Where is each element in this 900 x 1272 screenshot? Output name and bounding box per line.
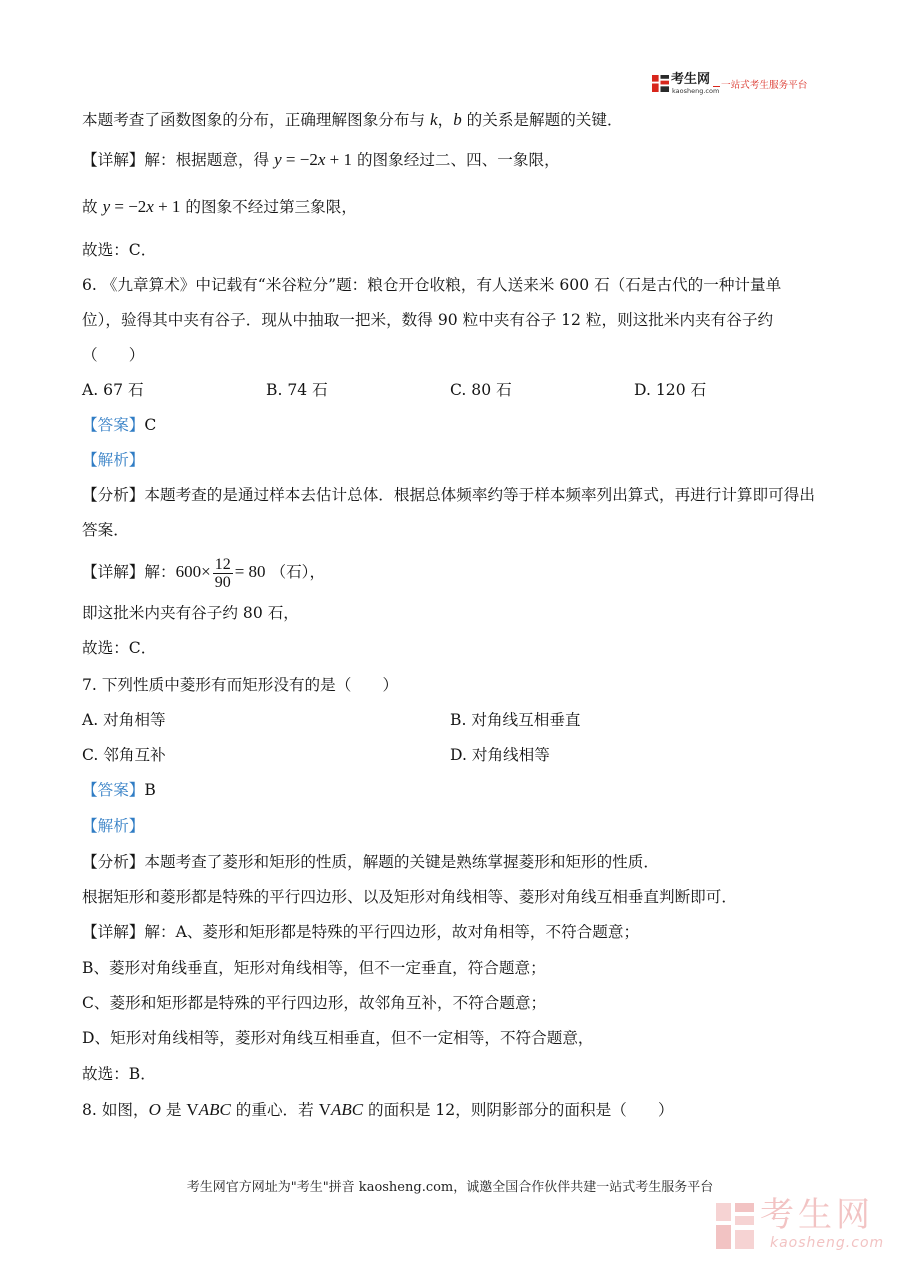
q6-choice-line: 故选：C． (82, 639, 157, 657)
page-footer: 考生网官方网址为"考生"拼音 kaosheng.com，诚邀全国合作伙伴共建一站式考生服务平台 (186, 1180, 714, 1195)
var-k: k (430, 110, 438, 129)
kaosheng-logo-icon (652, 75, 669, 92)
q7-detail-line-b: B、菱形对角线垂直，矩形对角线相等，但不一定垂直，符合题意； (82, 959, 546, 977)
fenxi-tag: 【分析】 (82, 853, 145, 871)
q6-stem-line-2: 位），验得其中夹有谷子．现从中抽取一把米，数得 90 粒中夹有谷子 12 粒，则这批米内夹有谷子约 (82, 311, 774, 329)
logo-domain: kaosheng.com (672, 87, 720, 95)
fenxi-text: 本题考查了菱形和矩形的性质，解题的关键是熟练掌握菱形和矩形的性质． (144, 853, 659, 871)
q7-fenxi-line-2: 根据矩形和菱形都是特殊的平行四边形、以及矩形对角线相等、菱形对角线互相垂直判断即可． (82, 888, 737, 906)
summary-text-end: 的关系是解题的关键． (461, 111, 623, 129)
q7-detail-line-c: C、菱形和矩形都是特殊的平行四边形，故邻角互补，不符合题意； (82, 994, 547, 1012)
q7-stem-line: 7. 下列性质中菱形有而矩形没有的是（ ） (82, 676, 399, 694)
q6-stem-line-1: 6. 《九章算术》中记载有“米谷粒分”题：粮仓开仓收粮，有人送来米 600 石（石是古代的一种计量单 (82, 276, 782, 294)
q5-detail-line (82, 150, 560, 170)
q6-option-a: A. 67 石 (82, 381, 144, 399)
q7-analysis-tag: 【解析】 (82, 817, 145, 835)
times-sign: × (201, 562, 211, 581)
watermark-name: 考生网 (760, 1195, 874, 1235)
var-x: x (146, 197, 154, 216)
calc-result: = 80 (234, 562, 266, 581)
detail-text: 解：根据题意，得 (144, 151, 275, 169)
detail-text: 解：A、菱形和矩形都是特殊的平行四边形，故对角相等，不符合题意； (144, 923, 640, 941)
var-b: b (453, 110, 462, 129)
q7-choice-line: 故选：B． (82, 1065, 156, 1083)
answer-tag: 【答案】 (82, 416, 145, 434)
var-y: y (274, 150, 282, 169)
var-x: x (317, 150, 326, 169)
watermark-domain: kaosheng.com (770, 1235, 885, 1251)
var-o: O (148, 1100, 161, 1119)
detail-tag: 【详解】 (82, 151, 145, 169)
fraction-numerator: 12 (214, 555, 231, 573)
logo-name: 考生网 (671, 72, 711, 87)
q6-analysis-tag: 【解析】 (82, 451, 145, 469)
detail-tag: 【详解】 (82, 923, 145, 941)
detail-text: 解： (144, 563, 176, 581)
fenxi-tag: 【分析】 (82, 486, 145, 504)
q7-option-b: B. 对角线互相垂直 (450, 711, 581, 729)
detail-text-end: 的图象经过二、四、一象限， (351, 151, 560, 169)
detail-unit: （石）， (265, 563, 326, 581)
summary-text: 本题考查了函数图象的分布，正确理解图象分布与 (82, 111, 431, 129)
fraction-denominator: 90 (214, 573, 231, 591)
triangle-name: ABC (198, 1100, 231, 1119)
formula-end: + 1 (153, 197, 181, 216)
formula-mid: = −2 (281, 150, 318, 169)
fraction-12-90 (213, 556, 233, 591)
q6-fenxi-line-1 (82, 485, 815, 505)
q7-fenxi-line-1 (82, 852, 659, 872)
summary-comma: ， (437, 111, 454, 129)
q5-summary-line (82, 110, 623, 130)
q6-detail-line (82, 553, 325, 591)
triangle-name: ABC (330, 1100, 364, 1119)
q7-option-c: C. 邻角互补 (82, 746, 166, 764)
var-y: y (102, 197, 111, 216)
answer-value: C (144, 416, 157, 434)
q6-option-d: D. 120 石 (634, 381, 707, 399)
q7-option-d: D. 对角线相等 (450, 746, 550, 764)
triangle-symbol: V (186, 1100, 199, 1119)
q6-stem-line-3: （ ） (82, 346, 145, 364)
q5-conclusion-line (82, 197, 357, 217)
q6-option-c: C. 80 石 (450, 381, 512, 399)
fenxi-text: 本题考查的是通过样本去估计总体．根据总体频率约等于样本频率列出算式，再进行计算即可得出 (144, 486, 815, 504)
answer-tag: 【答案】 (82, 781, 145, 799)
answer-value: B (144, 781, 156, 799)
watermark-logo-icon (716, 1203, 754, 1249)
q6-result-line: 即这批米内夹有谷子约 80 石， (82, 604, 299, 622)
q7-answer-line (82, 780, 156, 800)
q8-stem-line (82, 1100, 674, 1120)
triangle-symbol: V (318, 1100, 331, 1119)
q5-choice-line: 故选：C． (82, 241, 157, 259)
q7-detail-line-d: D、矩形对角线相等，菱形对角线互相垂直，但不一定相等，不符合题意， (82, 1029, 594, 1047)
stem-text-2: 是 (160, 1101, 187, 1119)
conclusion-text: 故 (82, 198, 103, 216)
detail-tag: 【详解】 (82, 563, 145, 581)
q6-option-b: B. 74 石 (266, 381, 328, 399)
q6-fenxi-line-2: 答案． (82, 521, 129, 539)
logo-slogan: 一站式考生服务平台 (721, 80, 808, 91)
conclusion-text-end: 的图象不经过第三象限， (180, 198, 357, 216)
calc-600: 600 (175, 562, 202, 581)
formula-mid: = −2 (110, 197, 147, 216)
slogan-divider (713, 86, 720, 87)
q7-detail-line-a (82, 922, 639, 942)
q6-answer-line (82, 415, 156, 435)
q7-option-a: A. 对角相等 (82, 711, 166, 729)
stem-text-4: 的面积是 12，则阴影部分的面积是（ ） (363, 1101, 674, 1119)
stem-text-3: 的重心．若 (230, 1101, 319, 1119)
stem-text: 8. 如图， (82, 1101, 149, 1119)
formula-end: + 1 (325, 150, 352, 169)
